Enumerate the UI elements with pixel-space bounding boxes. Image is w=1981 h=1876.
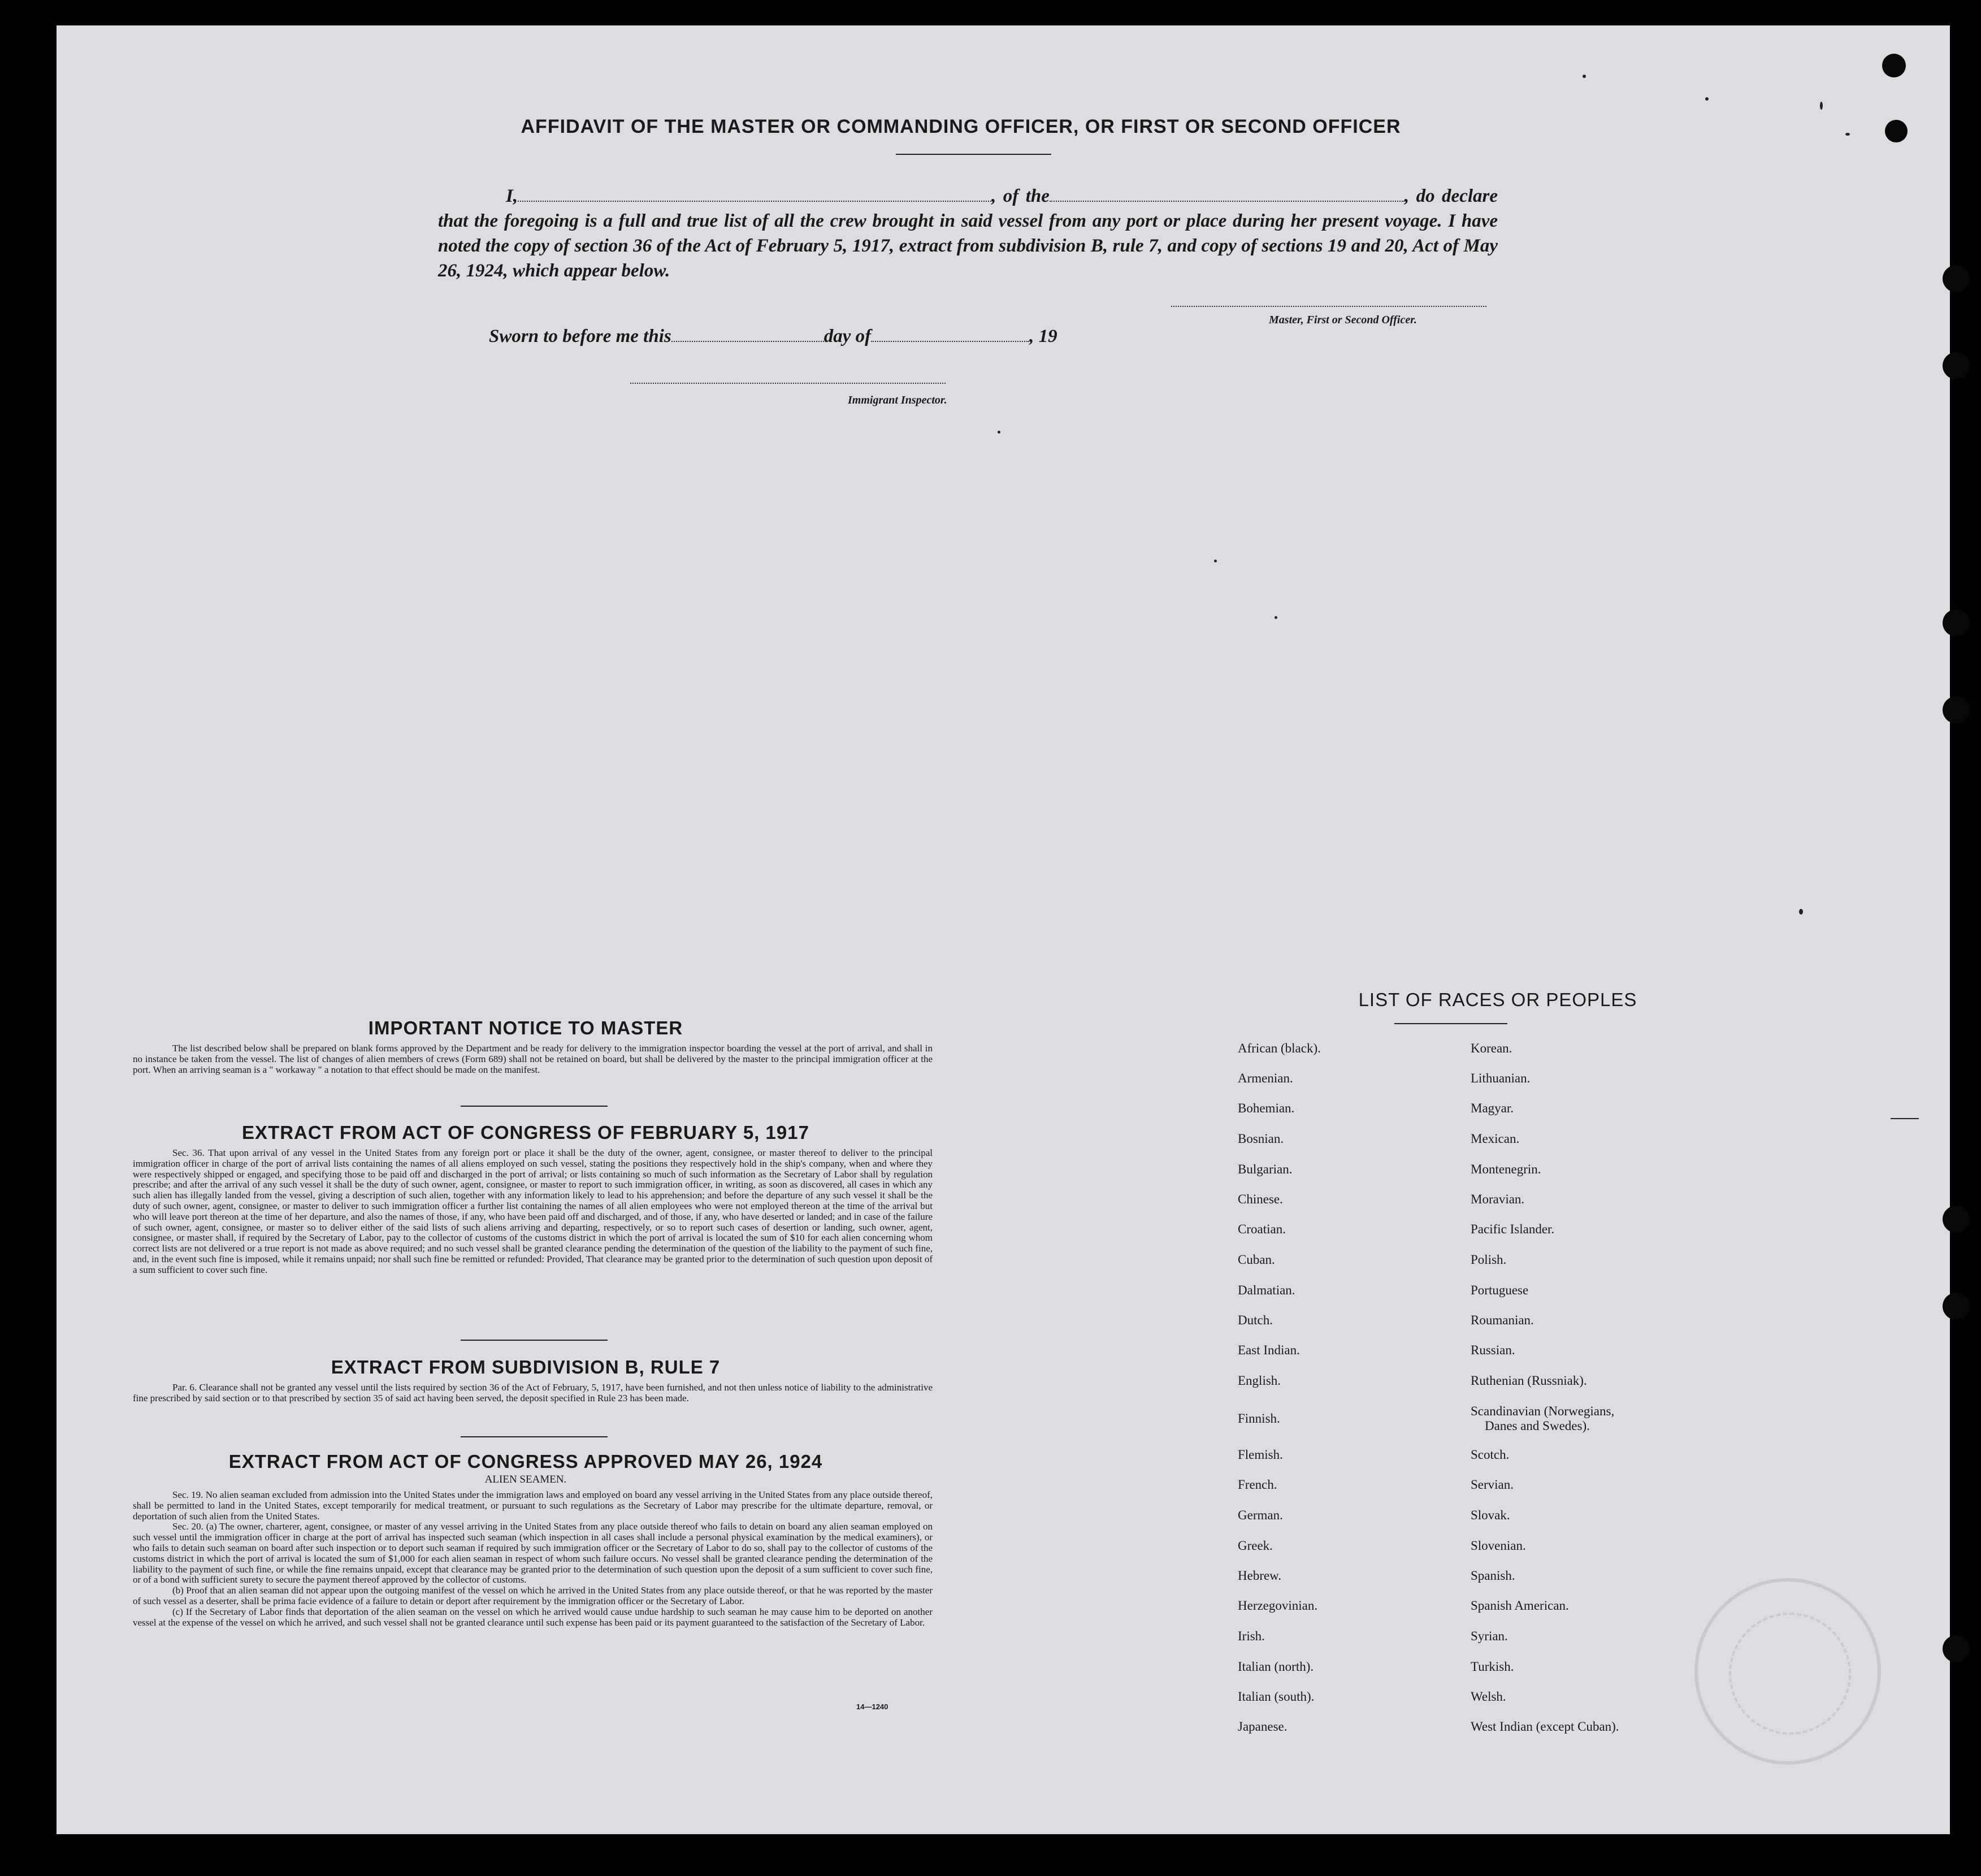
race-item: Bosnian. xyxy=(1238,1132,1284,1146)
race-item: Korean. xyxy=(1471,1041,1512,1055)
notice-paragraph: The list described below shall be prepared on blank forms approved by the Department and be ready for delivery to the immigration inspector boarding the vessel at the port of arrival, and shall in no instance be taken from the vessel. The list of changes of alien members of crews (Form 689) shall not be retained on board, but shall be delivered by the master to the principal immigration officer at the port. When an arriving seaman is a " workaway " a notation to that effect should be made on the manifest. xyxy=(133,1043,933,1075)
punch-hole xyxy=(1943,1206,1970,1233)
speck xyxy=(1820,102,1823,110)
alien-seamen-subtitle: ALIEN SEAMEN. xyxy=(484,1474,567,1485)
race-item: Armenian. xyxy=(1238,1071,1293,1085)
speck xyxy=(1214,560,1217,562)
race-item: Spanish. xyxy=(1471,1569,1515,1583)
punch-hole xyxy=(1943,609,1970,636)
race-item: Greek. xyxy=(1238,1539,1273,1553)
race-item: Japanese. xyxy=(1238,1719,1288,1734)
section-divider xyxy=(461,1340,608,1341)
punch-hole xyxy=(1885,120,1908,142)
speck xyxy=(1845,133,1850,136)
declaration-text: that the foregoing is a full and true list of all the crew brought in said vessel from any port or place during her present voyage. I have noted the copy of section 36 of the Act of February 5, 1917, extract from subdivision B, rule 7, and copy of sections 19 and 20, Act of May 26, 1924, which appear below. xyxy=(438,211,1498,281)
extract-rule7-title: EXTRACT FROM SUBDIVISION B, RULE 7 xyxy=(331,1357,721,1377)
year-prefix: , 19 xyxy=(1029,326,1057,346)
races-title-underline xyxy=(1394,1023,1507,1024)
section-20a-text: Sec. 20. (a) The owner, charterer, agent, consignee, or master of any vessel arriving in the United States from any place outside thereof who fails to detain on board any alien seaman employed on such vessel until the immigration officer in charge at the port of arrival has inspected such seaman (which inspection in all cases shall include a personal physical examination by the medical examiners), or who fails to detain such seaman on board after such inspection or to deport such seaman if required by such immigration officer or the Secretary of Labor to do so, shall pay to the collector of customs of the customs district in which the port of arrival is located the sum of $1,000 for each alien seaman in respect of whom such failure occurs. No vessel shall be granted clearance pending the determination of the liability to the payment of such fine, or while the fine remains unpaid, except that clearance may be granted prior to the determination of such question upon the deposit of a sum sufficient to cover such fine, or of a bond with sufficient surety to secure the payment thereof approved by the collector of customs. xyxy=(133,1521,933,1585)
race-item: Italian (north). xyxy=(1238,1660,1314,1674)
race-item: Cuban. xyxy=(1238,1253,1275,1267)
race-item: African (black). xyxy=(1238,1041,1321,1055)
extract-1924-text xyxy=(133,1490,933,1628)
section-19-text: Sec. 19. No alien seaman excluded from admission into the United States under the immigration laws and employed on board any vessel arriving in the United States from any place outside thereof, shall be permitted to land in the United States, except temporarily for medical treatment, or pursuant to such regulations as the Secretary of Labor may prescribe for the ultimate departure, removal, or deportation of such alien from the United States. xyxy=(133,1489,933,1522)
declarant-prefix: I, xyxy=(506,186,518,206)
vessel-name-field[interactable] xyxy=(1050,186,1405,202)
race-item: French. xyxy=(1238,1478,1277,1492)
speck xyxy=(1275,616,1277,619)
speck xyxy=(1705,97,1709,101)
race-item: Montenegrin. xyxy=(1471,1162,1541,1176)
master-signature-label: Master, First or Second Officer. xyxy=(1269,314,1417,326)
speck xyxy=(1583,75,1586,78)
race-item: Dalmatian. xyxy=(1238,1283,1295,1297)
race-item: East Indian. xyxy=(1238,1343,1300,1357)
section-divider xyxy=(461,1436,608,1437)
punch-hole xyxy=(1943,1635,1970,1662)
race-item: Ruthenian (Russniak). xyxy=(1471,1374,1587,1388)
master-signature-line[interactable] xyxy=(1171,306,1486,307)
notice-text xyxy=(133,1043,933,1075)
punch-hole xyxy=(1943,265,1970,292)
race-item: Flemish. xyxy=(1238,1448,1283,1462)
race-item: Finnish. xyxy=(1238,1411,1280,1426)
race-item: Roumanian. xyxy=(1471,1313,1534,1327)
race-item: Moravian. xyxy=(1471,1192,1525,1206)
race-item: Croatian. xyxy=(1238,1222,1286,1236)
section-divider xyxy=(461,1106,608,1107)
declarant-name-field[interactable] xyxy=(518,186,991,202)
notice-title: IMPORTANT NOTICE TO MASTER xyxy=(368,1017,683,1038)
race-item: Scotch. xyxy=(1471,1448,1510,1462)
punch-hole xyxy=(1943,1293,1970,1320)
day-of-label: day of xyxy=(823,326,872,346)
extract-1924-title: EXTRACT FROM ACT OF CONGRESS APPROVED MAY 26, 1924 xyxy=(228,1451,823,1472)
race-item: German. xyxy=(1238,1508,1283,1522)
speck xyxy=(1891,1118,1919,1119)
race-item: Magyar. xyxy=(1471,1101,1514,1115)
paragraph-6-text: Par. 6. Clearance shall not be granted any vessel until the lists required by section 36 of the Act of February, 5, 1917, have been furnished, and not then unless notice of liability to the administrative fine prescribed by said section or to that prescribed by section 35 of said act having been served, the deposit specified in Rule 23 has been made. xyxy=(133,1382,933,1403)
section-20b-text: (b) Proof that an alien seaman did not appear upon the outgoing manifest of the vessel on which he arrived in the United States from any place outside thereof, or that he was reported by the master of such vessel as a deserter, shall be prima facie evidence of a failure to detain or deport after requirement by the immigration officer or the Secretary of Labor. xyxy=(133,1585,933,1606)
race-item: Slovenian. xyxy=(1471,1539,1526,1553)
section-20c-text: (c) If the Secretary of Labor finds that deportation of the alien seaman on the vessel on which he arrived would cause undue hardship to such seaman he may cause him to be deported on another vessel at the expense of the vessel on which he arrived, and such vessel shall not be granted clearance until such expense has been paid or its payment guaranteed to the satisfaction of the Secretary of Labor. xyxy=(133,1606,933,1628)
do-declare-label: , do declare xyxy=(1404,186,1498,206)
race-item: Servian. xyxy=(1471,1478,1514,1492)
punch-hole xyxy=(1943,696,1970,723)
race-item: Danes and Swedes). xyxy=(1485,1419,1590,1433)
sworn-statement xyxy=(489,326,1057,347)
form-number: 14—1240 xyxy=(856,1702,888,1711)
race-item: Dutch. xyxy=(1238,1313,1273,1327)
race-item: Slovak. xyxy=(1471,1508,1510,1522)
race-item: Spanish American. xyxy=(1471,1598,1569,1613)
extract-rule7-text xyxy=(133,1383,933,1404)
sworn-day-field[interactable] xyxy=(671,326,824,342)
race-item: Russian. xyxy=(1471,1343,1515,1357)
race-item: Polish. xyxy=(1471,1253,1507,1267)
of-the-label: , of the xyxy=(991,186,1050,206)
race-item: Lithuanian. xyxy=(1471,1071,1531,1085)
race-item: Pacific Islander. xyxy=(1471,1222,1555,1236)
race-item: West Indian (except Cuban). xyxy=(1471,1719,1619,1734)
inspector-signature-label: Immigrant Inspector. xyxy=(848,394,947,406)
race-item: Bulgarian. xyxy=(1238,1162,1293,1176)
race-item: Scandinavian (Norwegians, xyxy=(1471,1404,1615,1418)
race-item: Herzegovinian. xyxy=(1238,1598,1318,1613)
sworn-month-field[interactable] xyxy=(871,326,1029,342)
title-underline xyxy=(896,154,1051,155)
inspector-signature-line[interactable] xyxy=(630,383,946,384)
speck xyxy=(998,431,1000,434)
race-item: Irish. xyxy=(1238,1629,1265,1643)
race-item: English. xyxy=(1238,1374,1281,1388)
affidavit-title: AFFIDAVIT OF THE MASTER OR COMMANDING OFFICER, OR FIRST OR SECOND OFFICER xyxy=(521,116,1401,137)
punch-hole xyxy=(1882,54,1906,77)
extract-1917-title: EXTRACT FROM ACT OF CONGRESS OF FEBRUARY 5, 1917 xyxy=(242,1122,809,1143)
embossed-seal xyxy=(1694,1578,1881,1765)
race-item: Welsh. xyxy=(1471,1689,1506,1704)
race-item: Chinese. xyxy=(1238,1192,1283,1206)
race-item: Italian (south). xyxy=(1238,1689,1315,1704)
race-item: Bohemian. xyxy=(1238,1101,1295,1115)
sworn-prefix: Sworn to before me this xyxy=(489,326,671,346)
extract-1917-text xyxy=(133,1148,933,1276)
section-36-text: Sec. 36. That upon arrival of any vessel in the United States from any foreign port or place it shall be the duty of the owner, agent, consignee, or master thereof to deliver to the principal immigration officer in charge of the port of arrival lists containing the names of all aliens employed on such vessel, stating the positions they respectively hold in the ship's company, when and where they were respectively shipped or engaged, and specifying those to be paid off and discharged in the port of arrival; or lists containing so much of such information as the Secretary of Labor shall by regulation prescribe; and after the arrival of any such vessel it shall be the duty of such owner, agent, consignee, or master to report to such immigration officer, in writing, as soon as discovered, all cases in which any such alien has illegally landed from the vessel, giving a description of such alien, together with any information likely to lead to his apprehension; and before the departure of any such vessel it shall be the duty of such owner, agent, consignee, or master to deliver to such immigration officer a further list containing the names of all alien employees who were not employed thereon at the time of the arrival but who will leave port thereon at the time of her departure, and also the names of those, if any, who have been paid off and discharged, and of those, if any, who have deserted or landed; and in case of the failure of such owner, agent, consignee, or master so to deliver either of the said lists of such aliens arriving and departing, respectively, or so to report such cases of desertion or landing, such owner, agent, consignee, or master shall, if required by the Secretary of Labor, pay to the collector of customs of the customs district in which the port of arrival is located the sum of $10 for each alien concerning whom correct lists are not delivered or a true report is not made as above required; and no such vessel shall be granted clearance pending the determination of the question of the liability to the payment of such fine, and, in the event such fine is imposed, while it remains unpaid; nor shall such fine be remitted or refunded: Provided, That clearance may be granted prior to the determination of such question upon deposit of a sum sufficient to cover such fine. xyxy=(133,1147,933,1275)
punch-hole xyxy=(1943,352,1970,379)
speck xyxy=(1799,909,1803,915)
race-item: Mexican. xyxy=(1471,1132,1520,1146)
races-title: LIST OF RACES OR PEOPLES xyxy=(1358,989,1637,1010)
affidavit-declaration xyxy=(438,184,1498,283)
race-item: Syrian. xyxy=(1471,1629,1508,1643)
race-item: Portuguese xyxy=(1471,1283,1529,1297)
race-item: Turkish. xyxy=(1471,1660,1514,1674)
race-item: Hebrew. xyxy=(1238,1569,1282,1583)
